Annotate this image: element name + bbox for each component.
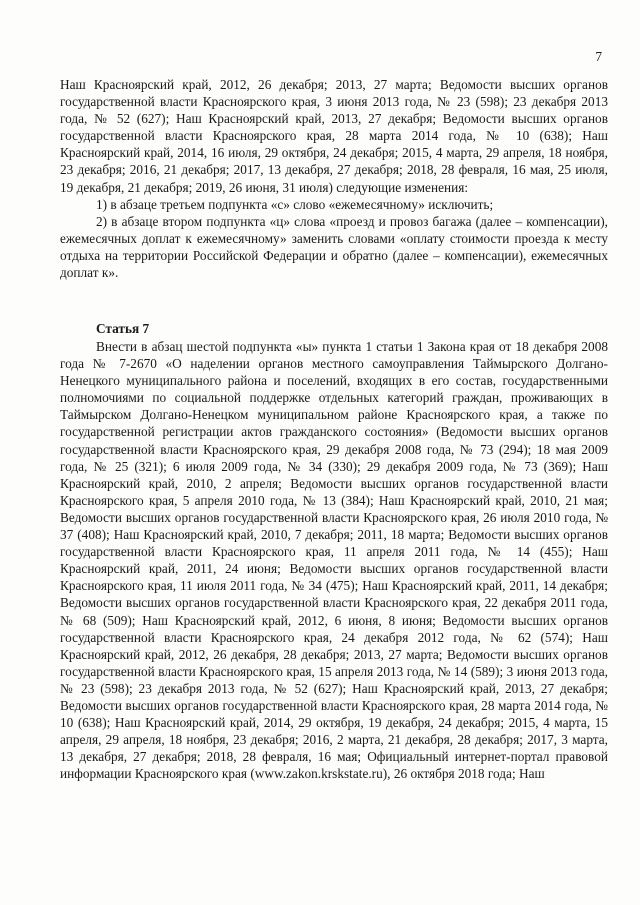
page-number: 7 (595, 49, 602, 64)
amendment-item-2: 2) в абзаце втором подпункта «ц» слова «проезд и провоз багажа (далее – компенсации), ежемесячных доплат к ежемесячному» заменить словами «оплату стоимости проезда к месту отдыха на территории Российской Федерации и обратно (далее – компенсации), ежемесячных доплат к». (60, 213, 608, 281)
article-7-body (60, 338, 608, 782)
article-7-paragraph: Внести в абзац шестой подпункта «ы» пункта 1 статьи 1 Закона края от 18 декабря 2008 года № 7-2670 «О наделении органов местного самоуправления Таймырского Долгано-Ненецкого муниципального района и поселений, входящих в его состав, государственными полномочиями по социальной поддержке отдельных категорий граждан, проживающих в Таймырском Долгано-Ненецком муниципальном районе Красноярского края, а также по государственной регистрации актов гражданского состояния» (Ведомости высших органов государственной власти Красноярского края, 29 декабря 2008 года, № 73 (294); 18 мая 2009 года, № 25 (321); 6 июля 2009 года, № 34 (330); 29 декабря 2009 года, № 73 (369); Наш Красноярский край, 2010, 2 апреля; Ведомости высших органов государственной власти Красноярского края, 5 апреля 2010 года, № 13 (384); Наш Красноярский край, 2010, 21 мая; Ведомости высших органов государственной власти Красноярского края, 26 июля 2010 года, № 37 (408); Наш Красноярский край, 2010, 7 декабря; 2011, 18 марта; Ведомости высших органов государственной власти Красноярского края, 11 апреля 2011 года, № 14 (455); Наш Красноярский край, 2011, 24 июня; Ведомости высших органов государственной власти Красноярского края, 11 июля 2011 года, № 34 (475); Наш Красноярский край, 2011, 14 декабря; Ведомости высших органов государственной власти Красноярского края, 22 декабря 2011 года, № 68 (509); Наш Красноярский край, 2012, 6 июня, 8 июня; Ведомости высших органов государственной власти Красноярского края, 24 декабря 2012 года, № 62 (574); Наш Красноярский край, 2012, 26 декабря, 28 декабря; 2013, 27 марта; Ведомости высших органов государственной власти Красноярского края, 15 апреля 2013 года, № 14 (589); 3 июня 2013 года, № 23 (598); 23 декабря 2013 года, № 52 (627); Наш Красноярский край, 2013, 27 декабря; Ведомости высших органов государственной власти Красноярского края, 28 марта 2014 года, № 10 (638); Наш Красноярский край, 2014, 29 октября, 19 декабря, 24 декабря; 2015, 4 марта, 15 апреля, 29 апреля, 18 ноября, 23 декабря; 2016, 2 марта, 21 декабря, 28 декабря; 2017, 3 марта, 13 декабря, 27 декабря; 2018, 28 февраля, 16 мая; Официальный интернет-портал правовой информации Красноярского края (www.zakon.krskstate.ru), 26 октября 2018 года; Наш (60, 339, 608, 782)
continuation-paragraph: Наш Красноярский край, 2012, 26 декабря; 2013, 27 марта; Ведомости высших органов государственной власти Красноярского края, 3 июня 2013 года, № 23 (598); 23 декабря 2013 года, № 52 (627); Наш Красноярский край, 2013, 27 декабря; Ведомости высших органов государственной власти Красноярского края, 28 марта 2014 года, № 10 (638); Наш Красноярский край, 2014, 16 июля, 29 октября, 24 декабря; 2015, 4 марта, 29 апреля, 18 ноября, 23 декабря; 2016, 21 декабря; 2017, 13 декабря, 27 декабря; 2018, 28 февраля, 16 мая, 25 июля, 19 декабря, 21 декабря; 2019, 26 июня, 31 июля) следующие изменения: (60, 77, 608, 195)
amendment-continuation (60, 76, 608, 281)
amendment-item-1: 1) в абзаце третьем подпункта «с» слово «ежемесячному» исключить; (96, 196, 494, 212)
article-heading: Статья 7 (96, 321, 150, 336)
